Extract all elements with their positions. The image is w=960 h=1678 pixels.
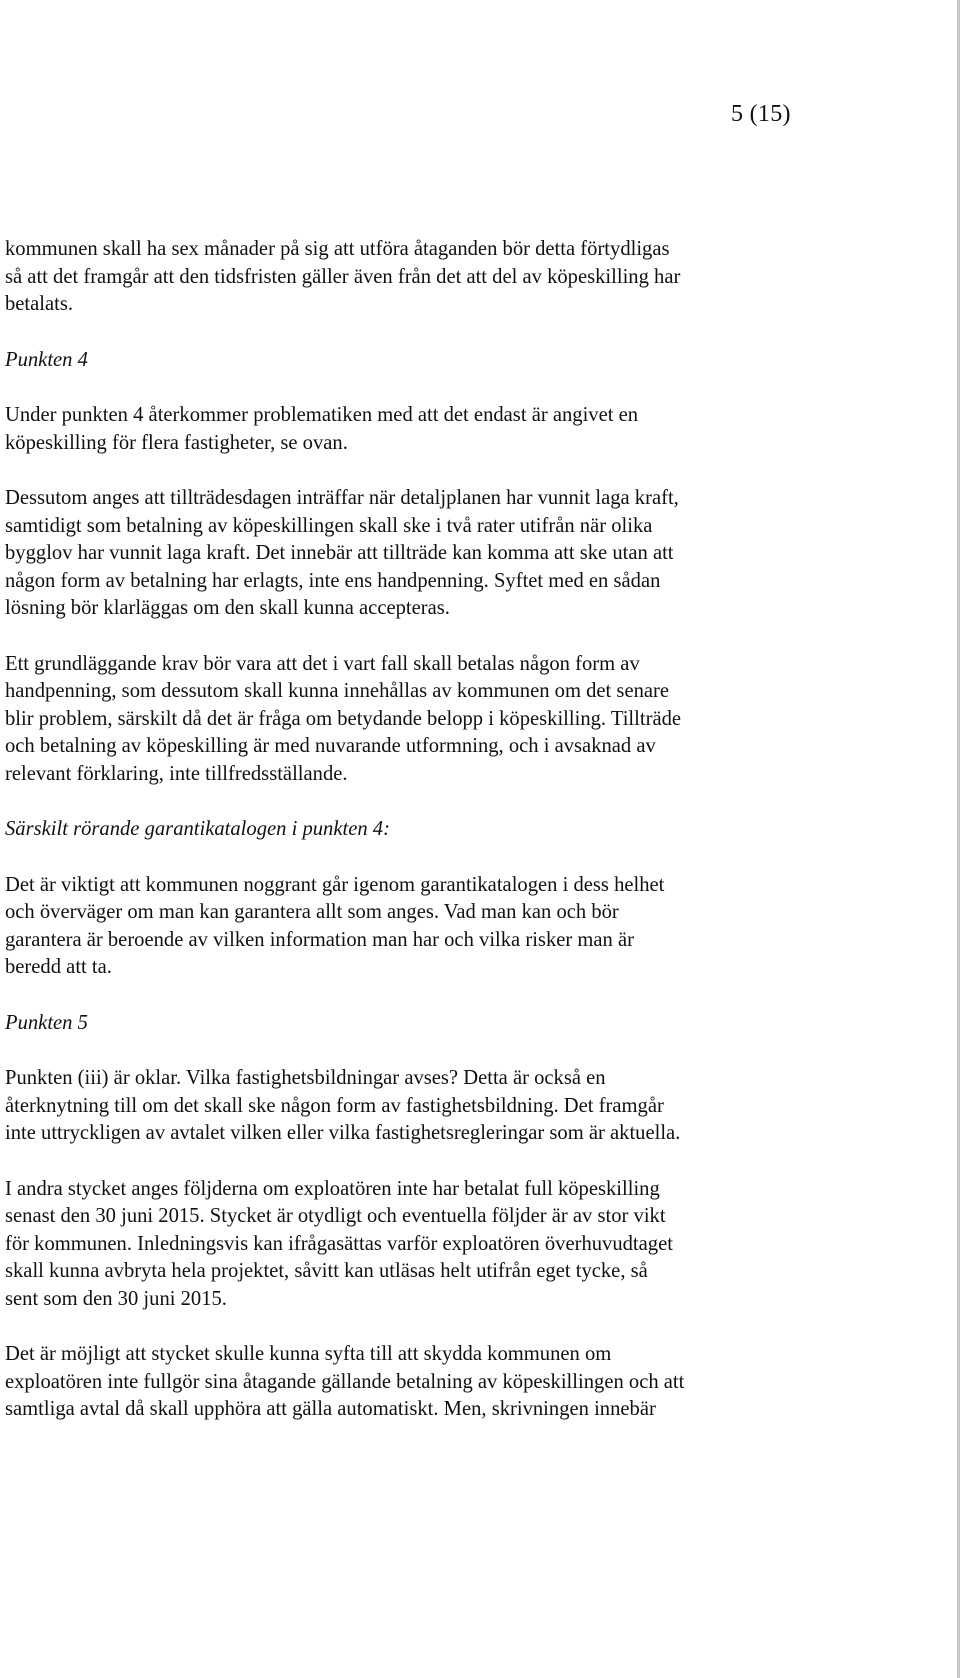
- text-line: inte uttryckligen av avtalet vilken eller vilka fastighetsregleringar som är aktuella.: [5, 1122, 681, 1144]
- paragraph: [5, 651, 795, 789]
- text-line: och betalning av köpeskilling är med nuvarande utformning, och i avsaknad av: [5, 735, 656, 757]
- text-line: någon form av betalning har erlagts, inte ens handpenning. Syftet med en sådan: [5, 569, 661, 592]
- text-line: samtliga avtal då skall upphöra att gälla automatiskt. Men, skrivningen innebär: [5, 1398, 656, 1420]
- section-heading: Särskilt rörande garantikatalogen i punkten 4:: [5, 818, 390, 840]
- text-line: och överväger om man kan garantera allt som anges. Vad man kan och bör: [5, 901, 619, 923]
- paragraph: [5, 1065, 795, 1148]
- section-heading: Punkten 5: [5, 1011, 88, 1034]
- paragraph: [5, 1341, 795, 1424]
- text-line: Ett grundläggande krav bör vara att det i vart fall skall betalas någon form av: [5, 652, 640, 675]
- paragraph: [5, 1176, 795, 1314]
- text-line: Det är möjligt att stycket skulle kunna syfta till att skydda kommunen om: [5, 1343, 612, 1365]
- text-line: exploatören inte fullgör sina åtagande gällande betalning av köpeskillingen och att: [5, 1370, 685, 1393]
- paragraph: [5, 872, 795, 982]
- text-line: beredd att ta.: [5, 956, 112, 978]
- text-line: skall kunna avbryta hela projektet, såvitt kan utläsas helt utifrån eget tycke, så: [5, 1260, 648, 1282]
- text-line: betalats.: [5, 293, 74, 315]
- text-line: senast den 30 juni 2015. Stycket är otydligt och eventuella följder är av stor vikt: [5, 1205, 666, 1227]
- text-line: lösning bör klarläggas om den skall kunna accepteras.: [5, 597, 450, 619]
- document-body: [5, 236, 795, 1452]
- text-line: I andra stycket anges följderna om exploatören inte har betalat full köpeskilling: [5, 1177, 660, 1200]
- text-line: för kommunen. Inledningsvis kan ifrågasättas varför exploatören överhuvudtaget: [5, 1232, 673, 1255]
- text-line: bygglov har vunnit laga kraft. Det innebär att tillträde kan komma att ske utan att: [5, 542, 674, 564]
- text-line: samtidigt som betalning av köpeskillingen skall ske i två rater utifrån när olika: [5, 514, 653, 537]
- page-number: 5 (15): [731, 101, 791, 127]
- text-line: handpenning, som dessutom skall kunna innehållas av kommunen om det senare: [5, 680, 670, 702]
- paragraph: [5, 485, 795, 623]
- text-line: relevant förklaring, inte tillfredsställande.: [5, 762, 348, 785]
- text-line: sent som den 30 juni 2015.: [5, 1287, 227, 1310]
- text-line: garantera är beroende av vilken information man har och vilka risker man är: [5, 928, 634, 951]
- text-line: köpeskilling för flera fastigheter, se ovan.: [5, 431, 348, 454]
- text-line: blir problem, särskilt då det är fråga om betydande belopp i köpeskilling. Tillträde: [5, 707, 682, 730]
- section-heading: Punkten 4: [5, 348, 88, 371]
- paragraph: [5, 402, 795, 457]
- text-line: Punkten (iii) är oklar. Vilka fastighetsbildningar avses? Detta är också en: [5, 1067, 606, 1089]
- text-line: kommunen skall ha sex månader på sig att utföra åtaganden bör detta förtydligas: [5, 238, 670, 260]
- text-line: återknytning till om det skall ske någon form av fastighetsbildning. Det framgår: [5, 1094, 664, 1117]
- text-line: Dessutom anges att tillträdesdagen inträffar när detaljplanen har vunnit laga kraft,: [5, 487, 679, 509]
- text-line: så att det framgår att den tidsfristen gäller även från det att del av köpeskilling har: [5, 265, 681, 288]
- paragraph: [5, 236, 795, 319]
- text-line: Det är viktigt att kommunen noggrant går igenom garantikatalogen i dess helhet: [5, 873, 665, 896]
- text-line: Under punkten 4 återkommer problematiken med att det endast är angivet en: [5, 404, 639, 426]
